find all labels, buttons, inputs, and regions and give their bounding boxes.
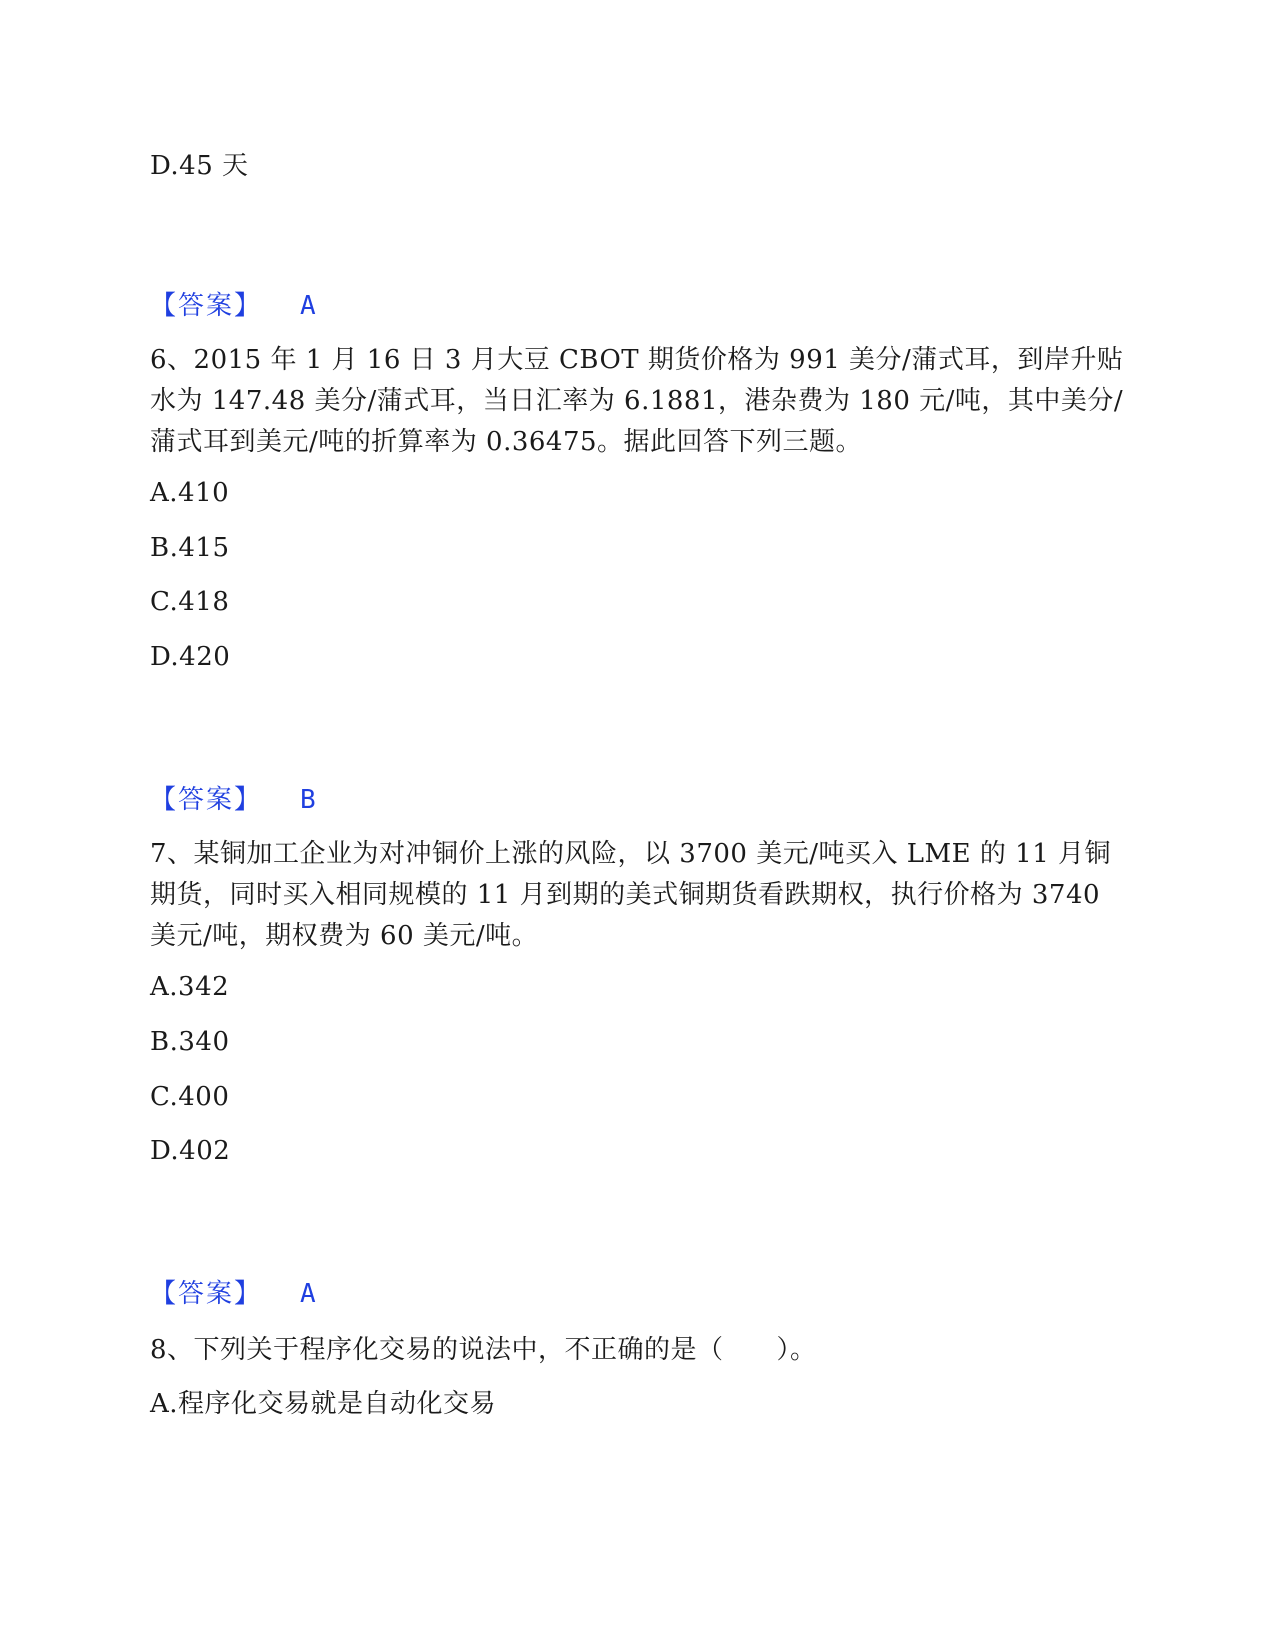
answer-label: 【答案】	[150, 1279, 263, 1309]
option-c-q6: C.418	[150, 587, 230, 617]
option-d-q6: D.420	[150, 642, 231, 672]
option-a-q7: A.342	[150, 972, 230, 1002]
answer-q7	[150, 1274, 316, 1314]
answer-q5	[150, 286, 316, 326]
answer-label: 【答案】	[150, 785, 263, 815]
answer-value: A	[300, 1279, 316, 1309]
option-a-q6: A.410	[150, 478, 230, 508]
option-d-q5: D.45 天	[150, 151, 249, 181]
answer-value: A	[300, 291, 316, 321]
option-b-q7: B.340	[150, 1027, 230, 1057]
option-c-q7: C.400	[150, 1082, 230, 1112]
answer-label: 【答案】	[150, 291, 263, 321]
answer-value: B	[300, 785, 316, 815]
answer-q6	[150, 780, 316, 820]
option-a-q8: A.程序化交易就是自动化交易	[150, 1389, 497, 1419]
question-8: 8、下列关于程序化交易的说法中，不正确的是（ ）。	[150, 1335, 817, 1365]
option-d-q7: D.402	[150, 1136, 231, 1166]
question-6: 6、2015 年 1 月 16 日 3 月大豆 CBOT 期货价格为 991 美分/蒲式耳，到岸升贴水为 147.48 美分/蒲式耳，当日汇率为 6.1881，港杂费为 180 元/吨，其中美分/蒲式耳到美元/吨的折算率为 0.36475。据此回答下列三题。	[150, 345, 1124, 457]
option-b-q6: B.415	[150, 533, 230, 563]
question-7: 7、某铜加工企业为对冲铜价上涨的风险，以 3700 美元/吨买入 LME 的 11 月铜期货，同时买入相同规模的 11 月到期的美式铜期货看跌期权，执行价格为 3740 美元/吨，期权费为 60 美元/吨。	[150, 839, 1112, 951]
